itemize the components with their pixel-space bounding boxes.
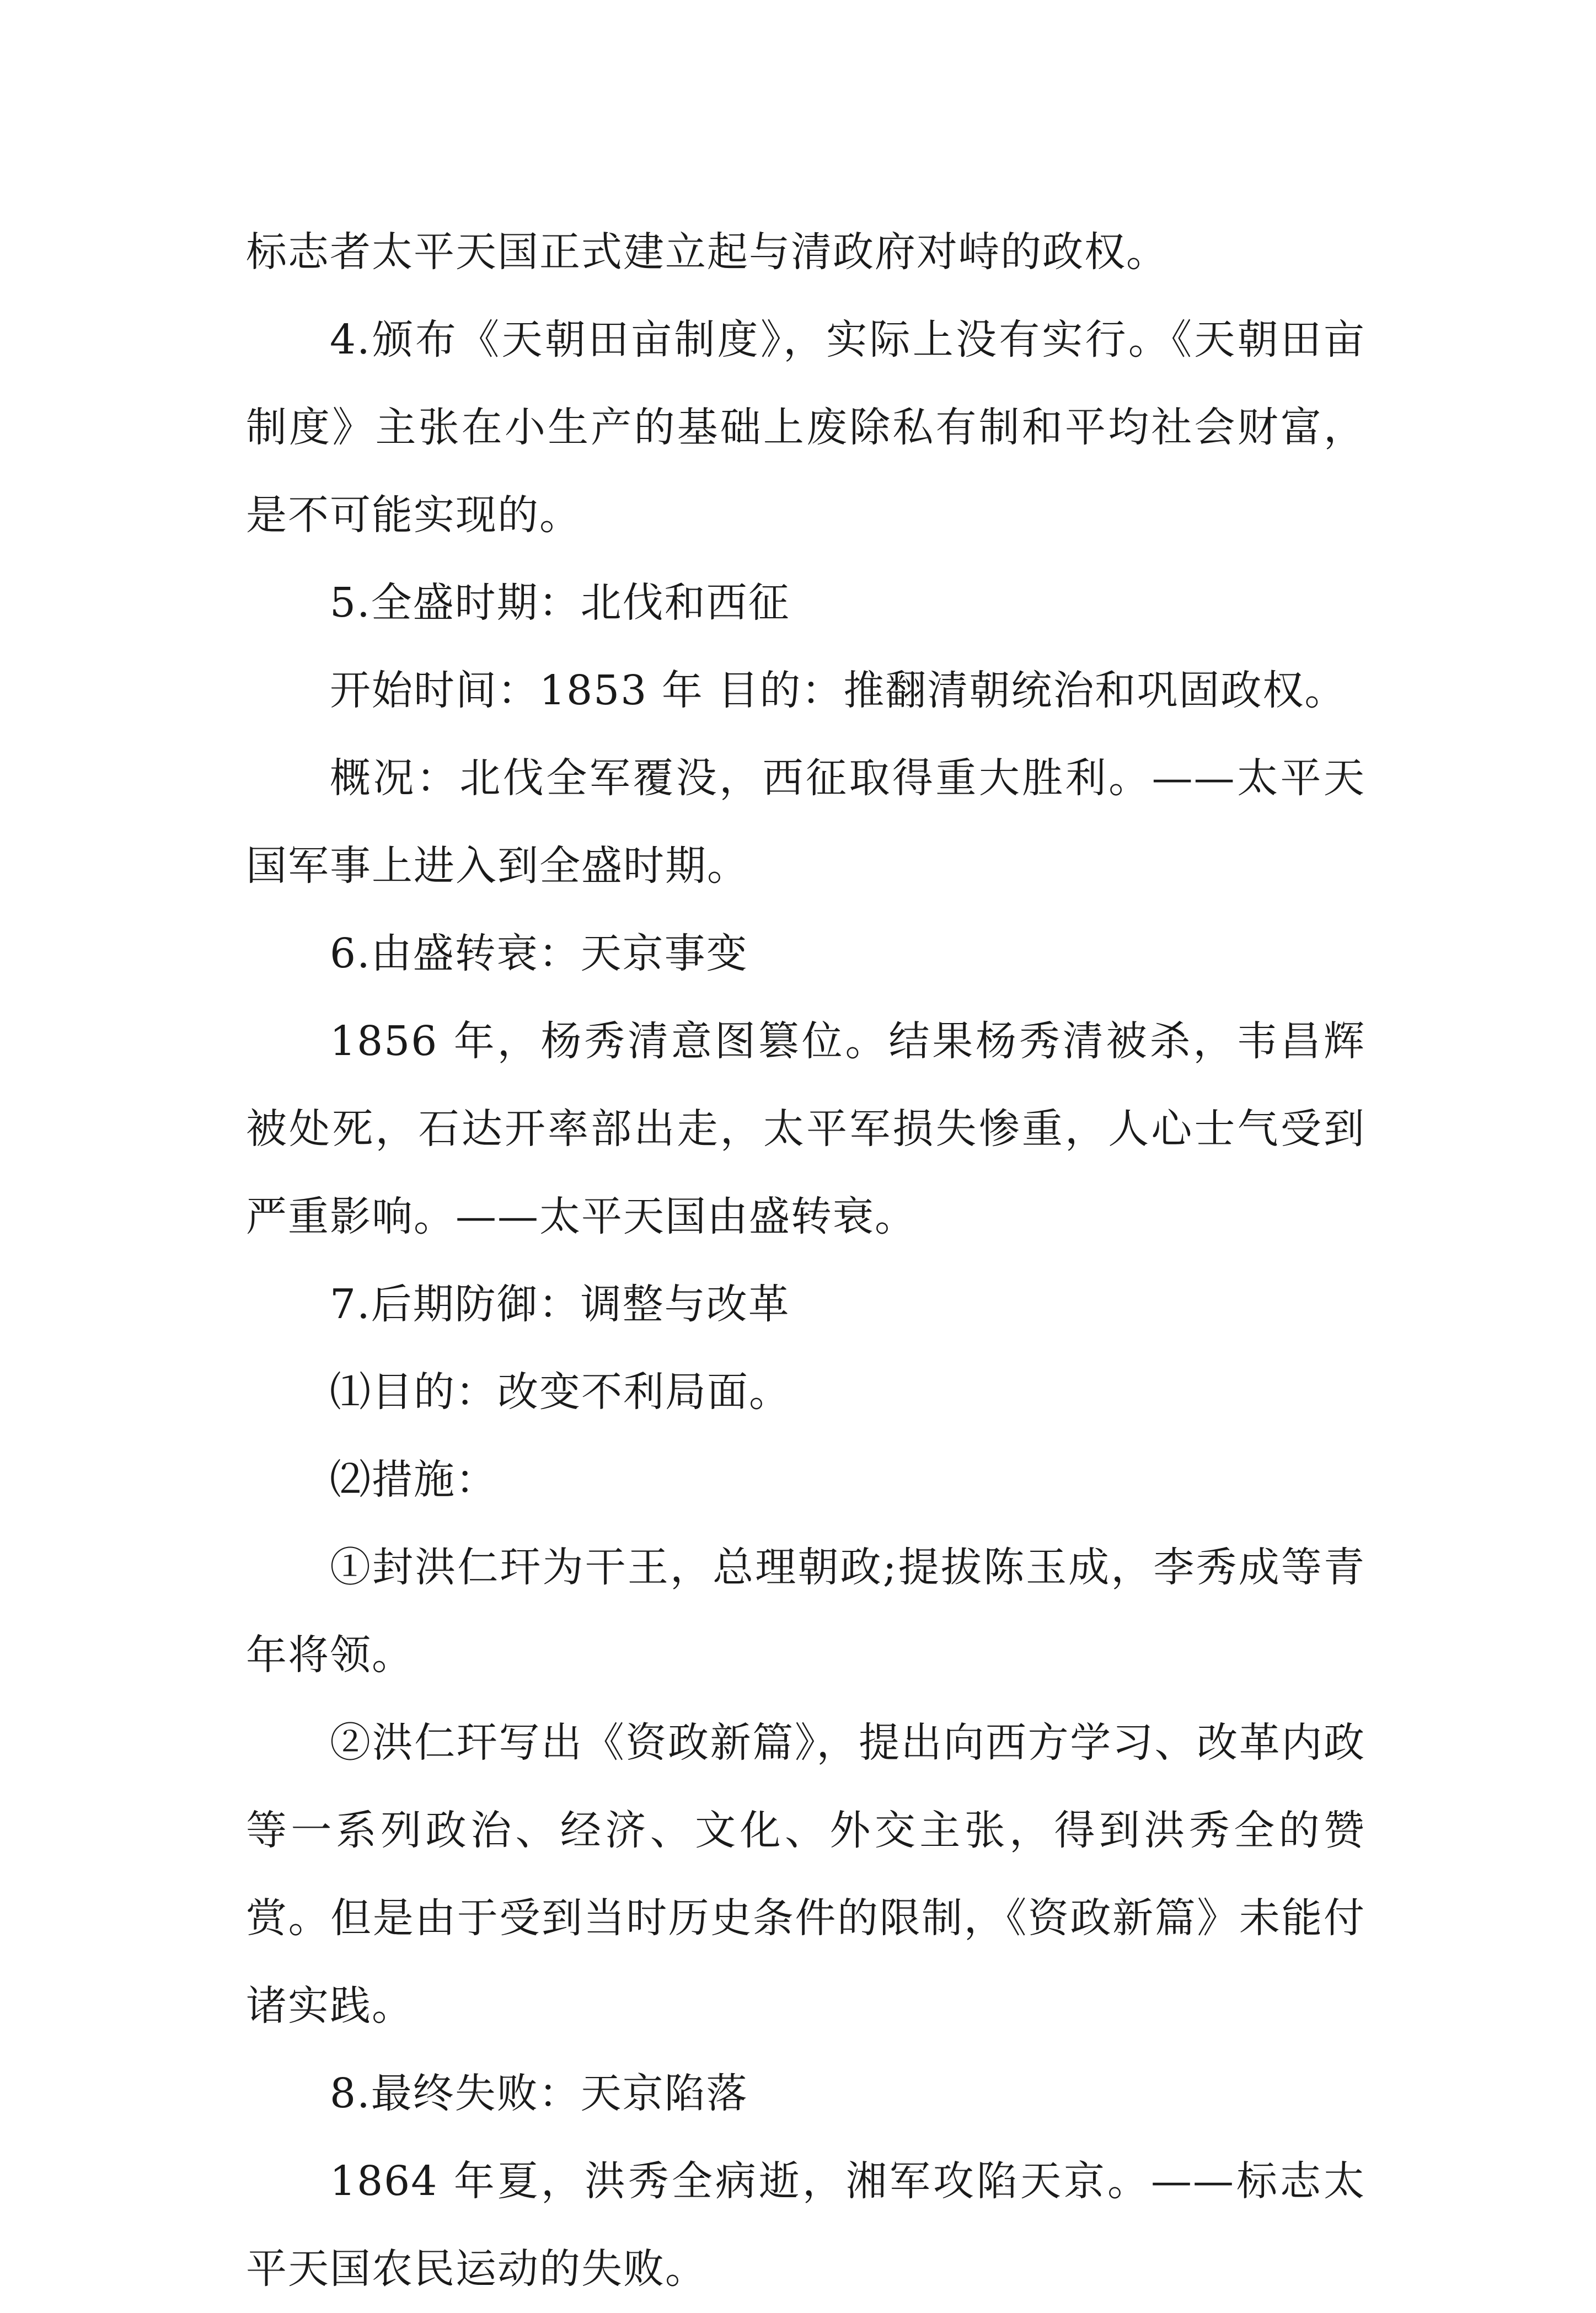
list-item: ①封洪仁玕为干王，总理朝政;提拔陈玉成，李秀成等青年将领。 <box>246 1544 1365 1679</box>
paragraph: 1864 年夏，洪秀全病逝，湘军攻陷天京。——标志太平天国农民运动的失败。 <box>246 2157 1365 2293</box>
paragraph: 4.颁布《天朝田亩制度》，实际上没有实行。《天朝田亩制度》主张在小生产的基础上废除私有制和平均社会财富，是不可能实现的。 <box>246 316 1365 539</box>
paragraph: 概况：北伐全军覆没，西征取得重大胜利。——太平天国军事上进入到全盛时期。 <box>246 754 1365 890</box>
paragraph: 1856 年，杨秀清意图篡位。结果杨秀清被杀，韦昌辉被处死，石达开率部出走，太平军损失惨重，人心士气受到严重影响。——太平天国由盛转衰。 <box>246 1018 1365 1240</box>
list-item: ②洪仁玕写出《资政新篇》，提出向西方学习、改革内政等一系列政治、经济、文化、外交主张，得到洪秀全的赞赏。但是由于受到当时历史条件的限制，《资政新篇》未能付诸实践。 <box>246 1719 1365 2030</box>
section-heading: 8.最终失败：天京陷落 <box>330 2070 748 2117</box>
section-heading: 7.后期防御：调整与改革 <box>330 1281 790 1328</box>
paragraph: 标志者太平天国正式建立起与清政府对峙的政权。 <box>246 228 1168 276</box>
body-text <box>246 208 1365 2313</box>
section-heading: 5.全盛时期：北伐和西征 <box>330 579 790 627</box>
list-item: ⑵措施： <box>330 1456 497 1503</box>
section-heading: 6.由盛转衰：天京事变 <box>330 930 748 977</box>
list-item: ⑴目的：改变不利局面。 <box>330 1368 791 1416</box>
paragraph: 开始时间：1853 年 目的：推翻清朝统治和巩固政权。 <box>330 667 1347 714</box>
